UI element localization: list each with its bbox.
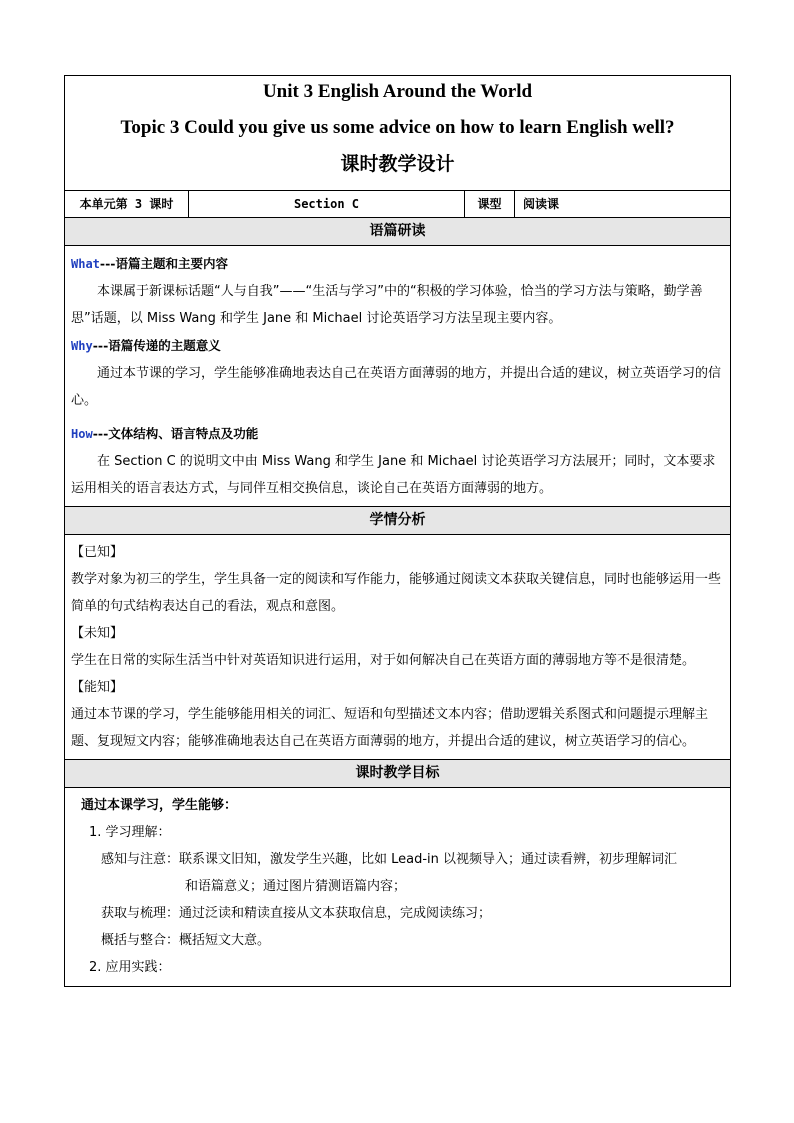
objective-item-1b: 获取与梳理：通过泛读和精读直接从文本获取信息，完成阅读练习；	[101, 906, 492, 921]
section-heading-learner-analysis: 学情分析	[65, 507, 731, 535]
lesson-type-value: 阅读课	[515, 191, 731, 218]
what-paragraph: 本课属于新课标话题“人与自我”——“生活与学习”中的“积极的学习体验，恰当的学习方法与策略，勤学善思”话题，以 Miss Wang 和学生 Jane 和 Michael 讨论英语学习方法呈现主要内容。	[71, 284, 703, 326]
why-title: ---语篇传递的主题意义	[92, 338, 221, 353]
objectives-body	[65, 788, 731, 987]
objective-item-1a-line2: 和语篇意义；通过图片猜测语篇内容；	[185, 879, 407, 894]
unknown-label: 【未知】	[71, 626, 124, 641]
lesson-plan-table	[64, 75, 731, 987]
able-paragraph: 通过本节课的学习，学生能够能用相关的词汇、短语和句型描述文本内容；借助逻辑关系图式和问题提示理解主题、复现短文内容；能够准确地表达自己在英语方面薄弱的地方，并提出合适的建议，树立英语学习的信心。	[71, 707, 709, 749]
unit-title: Unit 3 English Around the World	[262, 81, 533, 102]
why-heading	[71, 332, 724, 360]
learner-analysis-body	[65, 535, 731, 760]
objective-item-1: 1. 学习理解：	[89, 825, 171, 840]
topic-title: Topic 3 Could you give us some advice on how to learn English well?	[120, 117, 675, 138]
text-study-body	[65, 246, 731, 507]
able-label: 【能知】	[71, 680, 124, 695]
document-title: 课时教学设计	[340, 153, 455, 175]
how-heading	[71, 420, 724, 448]
section-heading-text-study: 语篇研读	[65, 218, 731, 246]
objectives-intro: 通过本课学习，学生能够：	[81, 798, 238, 813]
what-title: ---语篇主题和主要内容	[99, 256, 228, 271]
objective-item-1c: 概括与整合：概括短文大意。	[101, 933, 271, 948]
how-paragraph: 在 Section C 的说明文中由 Miss Wang 和学生 Jane 和 Michael 讨论英语学习方法展开；同时，文本要求运用相关的语言表达方式，与同伴互相交换信息，谈论自己在英语方面薄弱的地方。	[71, 454, 716, 496]
section-value: Section C	[189, 191, 465, 218]
lesson-type-label: 课型	[465, 191, 515, 218]
what-heading	[71, 250, 724, 278]
how-title: ---文体结构、语言特点及功能	[92, 426, 259, 441]
how-keyword: How	[71, 427, 93, 441]
objective-item-1a-line1: 感知与注意：联系课文旧知，激发学生兴趣，比如 Lead-in 以视频导入；通过读看辨，初步理解词汇	[101, 852, 678, 867]
why-paragraph: 通过本节课的学习，学生能够准确地表达自己在英语方面薄弱的地方，并提出合适的建议，树立英语学习的信心。	[71, 366, 722, 408]
known-label: 【已知】	[71, 545, 124, 560]
known-paragraph: 教学对象为初三的学生，学生具备一定的阅读和写作能力，能够通过阅读文本获取关键信息，同时也能够运用一些简单的句式结构表达自己的看法，观点和意图。	[71, 572, 722, 614]
why-keyword: Why	[71, 339, 93, 353]
unknown-paragraph: 学生在日常的实际生活当中针对英语知识进行运用，对于如何解决自己在英语方面的薄弱地方等不是很清楚。	[71, 653, 696, 668]
objective-item-2: 2. 应用实践：	[89, 960, 171, 975]
lesson-plan-document	[64, 75, 730, 987]
title-cell	[65, 76, 731, 191]
what-keyword: What	[71, 257, 100, 271]
section-heading-objectives: 课时教学目标	[65, 760, 731, 788]
lesson-meta-row	[65, 191, 731, 218]
lesson-number-label: 本单元第 3 课时	[65, 191, 189, 218]
